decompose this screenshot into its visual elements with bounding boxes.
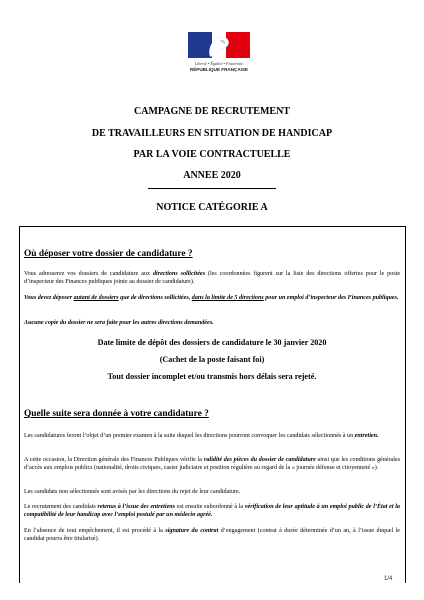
republic-name: RÉPUBLIQUE FRANÇAISE	[189, 67, 249, 72]
paragraph-no-copy: Aucune copie du dossier ne sera faite pour les autres directions demandées.	[24, 320, 214, 326]
paragraph-directions: Vous adresserez vos dossiers de candidature aux directions sollicitées (les coordonnées figurent sur la liste des directions offertes pour le poste d’inspecteur des Finances publiques jointe au dossier de candidature).	[24, 271, 401, 285]
republic-motto: Liberté • Égalité • Fraternité	[194, 61, 244, 66]
campaign-subtitle: DE TRAVAILLEURS EN SITUATION DE HANDICAP	[91, 128, 333, 139]
postmark-text: (Cachet de la poste faisant foi)	[159, 355, 265, 364]
campaign-year: ANNEE 2020	[183, 170, 241, 181]
section-heading-next: Quelle suite sera donnée à votre candidature ?	[24, 409, 209, 419]
notice-category: NOTICE CATÉGORIE A	[156, 202, 268, 213]
paragraph-rejected: Les candidats non sélectionnés sont avisés par les directions du rejet de leur candidature.	[24, 489, 241, 495]
page-number: 1/4	[384, 576, 393, 582]
campaign-subtitle-2: PAR LA VOIE CONTRACTUELLE	[133, 149, 291, 160]
rejection-text: Tout dossier incomplet et/ou transmis hors délais sera rejeté.	[107, 372, 317, 381]
marianne-logo	[184, 32, 254, 86]
paragraph-first-review: Les candidatures feront l’objet d’un premier examen à la suite duquel les directions pourront convoquer les candidats sélectionnés à un entretien.	[24, 433, 379, 439]
deadline-text: Date limite de dépôt des dossiers de candidature le 30 janvier 2020	[97, 338, 327, 347]
paragraph-number-of-files: Vous devez déposer autant de dossiers que de directions sollicitées, dans la limite de 5 directions pour un emploi d’inspecteur des Finances publiques.	[24, 295, 399, 301]
title-divider	[148, 188, 276, 189]
paragraph-verification: A cette occasion, la Direction générale des Finances Publiques vérifie la validité des pièces du dossier de candidature ainsi que les conditions générales d’accès aux emplois publics (nationalité, droits civiques, casier judiciaire et position régulière au regard de la « journée défense et citoyenneté »).	[24, 457, 400, 471]
campaign-title: CAMPAGNE DE RECRUTEMENT	[134, 106, 290, 117]
paragraph-recruitment: Le recrutement des candidats retenus à l’issue des entretiens est ensuite subordonné à la vérification de leur aptitude à un emploi public de l’État et la compatibilité de leur handicap avec l’emploi postulé par un médecin agréé.	[24, 504, 400, 518]
french-flag-icon	[188, 32, 250, 58]
section-heading-where: Où déposer votre dossier de candidature ?	[24, 249, 193, 259]
paragraph-contract: En l’absence de tout empêchement, il est procédé à la signature du contrat d’engagement (contrat à durée déterminée d’un an, à l’issue duquel le candidat pourra être titularisé).	[24, 528, 400, 542]
